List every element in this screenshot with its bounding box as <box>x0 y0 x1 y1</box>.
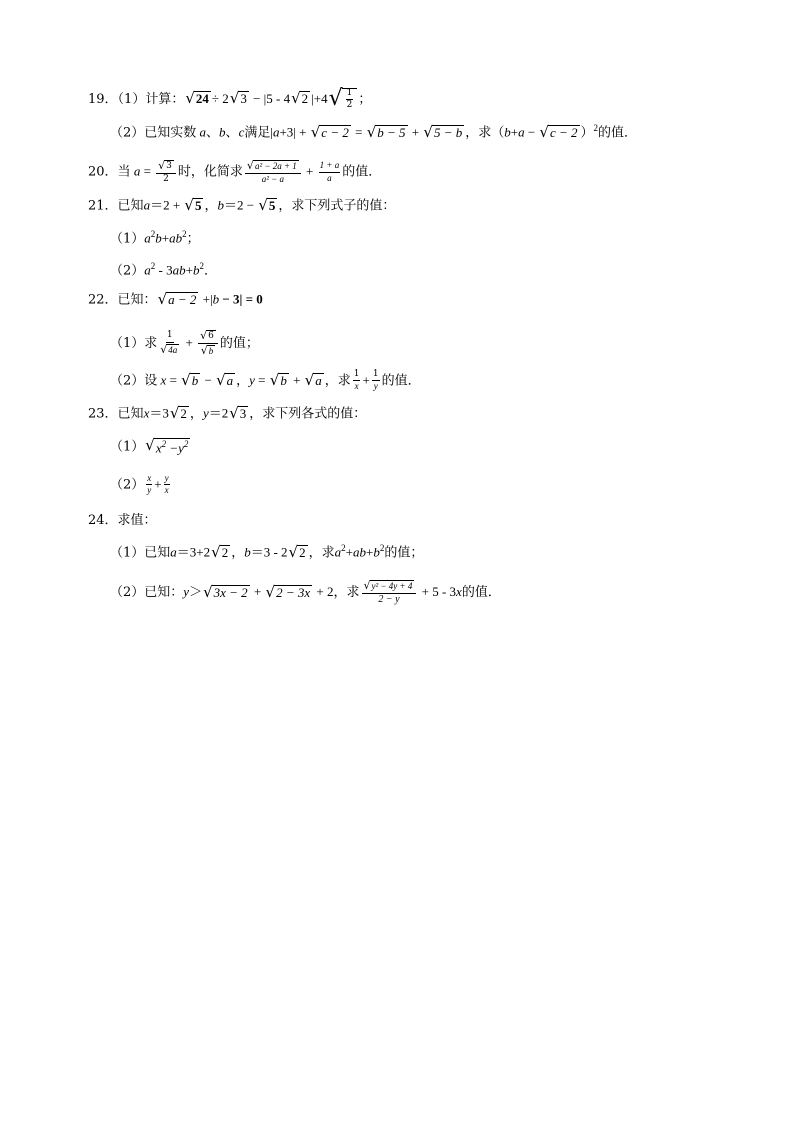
radical: √ b − 5 <box>366 122 406 141</box>
fraction: √ 6 √ b <box>198 330 218 357</box>
problem-24-part2: （2）已知：y＞ √ 3x − 2 + √ 2 − 3x + 2，求 √ y² − 4y + 4 2 − y + 5 - 3x的值． <box>110 579 501 605</box>
problem-number: 19． <box>88 91 118 107</box>
radical: √ a <box>304 370 322 389</box>
problem-23-part2: （2） $\frac{x}{y}$ + $\frac{y}{x}$ <box>110 473 169 496</box>
problem-number: 24． <box>88 513 118 528</box>
radical: √ 2 <box>211 542 229 561</box>
problem-19-part2: （2）已知实数 a、b、c满足|a+3| + √ c − 2 = √ b − 5 + √ 5 − b ，求（b+a − √ c − 2 ）$^2$的值． <box>110 122 638 141</box>
radical: √ 5 <box>258 196 276 214</box>
fraction: $\frac{1}{x}$ <box>353 369 360 392</box>
problem-21-part1: $(1)a^2b+ab^2$； <box>110 229 200 247</box>
problem-22-part2: （2）设 x = √ b − √ a ，y = √ b + √ a ，求 $\frac{1}{x}$ + $\frac{1}{y}$ 的值． <box>110 369 421 392</box>
radical: √ 2 <box>291 89 309 108</box>
radical: √ a − 2 <box>157 290 197 308</box>
radical: √ 5 <box>184 196 202 214</box>
problem-21: 21．已知a＝2 + √ 5 ，b＝2 − √ 5 ，求下列式子的值： <box>88 196 396 214</box>
problem-24-part1: （1）已知a＝3+2 √ 2 ，b＝3 - 2 √ 2 ，求$a^2+ab+b^2$的值； <box>110 542 424 561</box>
problem-number: 22． <box>88 292 118 308</box>
fraction: $\frac{1}{y}$ <box>372 369 379 392</box>
radical: √ 2 <box>169 404 187 422</box>
problem-number: 20． <box>88 164 118 180</box>
problem-22: 22．已知： √ a − 2 +|b − 3| = 0 <box>88 290 263 308</box>
radical: √ 24 <box>185 89 209 108</box>
radical: √ 2 <box>288 542 306 561</box>
radical: √ 3 <box>229 404 247 422</box>
problem-24: 24．求值： <box>88 513 157 528</box>
radical: √ 3 <box>229 89 247 108</box>
problem-20: 20．当 a = √ 3 2 时，化简求 √ a² − 2a + 1 a² − a + $\frac{1 + a}{a}$ 的值． <box>88 159 382 184</box>
radical: √ b <box>181 370 199 389</box>
problem-number: 21． <box>88 198 118 214</box>
problem-22-part1: （1）求 1 √ 4a + √ 6 √ b 的值； <box>110 329 259 357</box>
radical: √ a <box>216 370 234 389</box>
problem-21-part2: $(2)a^2 - 3ab+b^2$． <box>110 261 217 279</box>
fraction: √ a² − 2a + 1 a² − a <box>245 160 301 184</box>
fraction: √ 3 2 <box>156 160 176 184</box>
problem-19-part1: 19．（1）计算： √ 24 ÷ 2 √ 3 − |5 - 4 √ 2 |+4 √ $\frac{1}{2}$ ； <box>88 86 372 111</box>
fraction: $\frac{1 + a}{a}$ <box>319 160 340 183</box>
radical: √ c − 2 <box>310 122 349 141</box>
radical: √ 5 − b <box>423 122 463 141</box>
fraction: √ y² − 4y + 4 2 − y <box>362 580 417 605</box>
fraction: $\frac{x}{y}$ <box>147 473 152 496</box>
fraction: $\frac{y}{x}$ <box>164 473 169 496</box>
problem-number: 23． <box>88 406 118 422</box>
problem-23: 23．已知x＝3 √ 2 ，y＝2 √ 3 ，求下列各式的值： <box>88 404 367 422</box>
radical: √ $x^2 -y^2$ <box>145 436 189 456</box>
fraction: 1 √ 4a <box>160 330 178 356</box>
radical: √ $\frac{1}{2}$ <box>329 88 358 111</box>
radical: √ b <box>269 370 287 389</box>
radical: √ c − 2 <box>539 122 578 141</box>
radical: √ 2 − 3x <box>265 582 311 601</box>
radical: √ 3x − 2 <box>203 582 248 601</box>
problem-23-part1: （1） √ $x^2 -y^2$ <box>110 436 189 456</box>
